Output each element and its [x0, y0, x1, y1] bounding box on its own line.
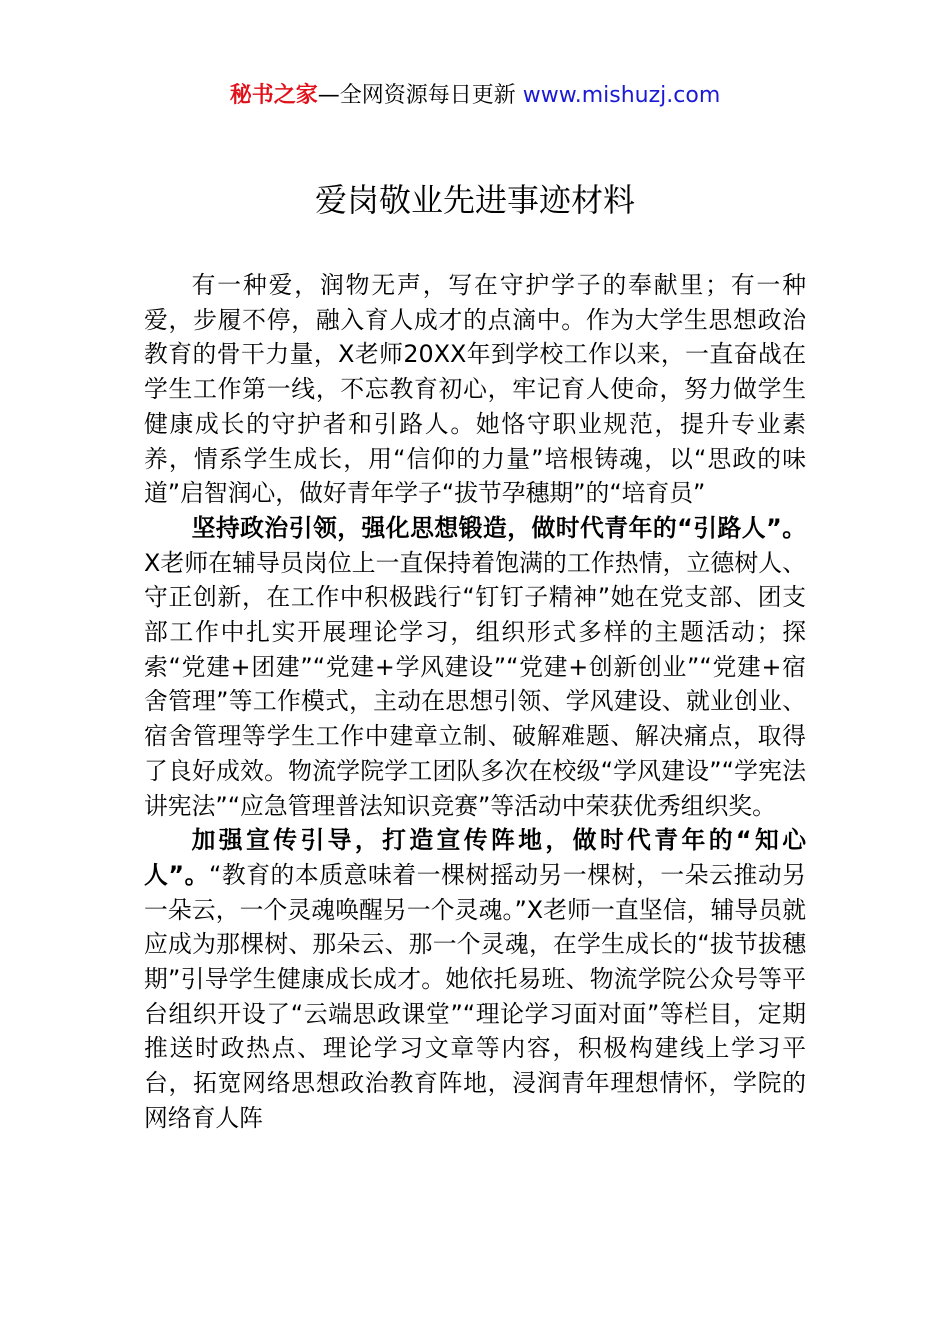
paragraph-lead-heading: 加强宣传引导，打造宣传阵地，做时代青年的“知心人”。: [144, 826, 806, 889]
paragraph-text: “教育的本质意味着一棵树摇动另一棵树，一朵云推动另一朵云，一个灵魂唤醒另一个灵魂。”X老师一直坚信，辅导员就应成为那棵树、那朵云、那一个灵魂，在学生成长的“拔节拔穗期”引导学生健康成长成才。她依托易班、物流学院公众号等平台组织开设了“云端思政课堂”“理论学习面对面”等栏目，定期推送时政热点、理论学习文章等内容，积极构建线上学习平台，拓宽网络思想政治教育阵地，浸润青年理想情怀，学院的网络育人阵: [144, 860, 807, 1132]
site-url-link[interactable]: www.mishuzj.com: [522, 83, 721, 108]
paragraph-lead-heading: 坚持政治引领，强化思想锻造，做时代青年的“引路人”。: [191, 513, 806, 542]
paragraph-publicity-guidance: [144, 823, 806, 1135]
banner-tagline: —全网资源每日更新: [317, 83, 516, 108]
paragraph-political-guidance: [144, 511, 806, 823]
paragraph-text: X老师在辅导员岗位上一直保持着饱满的工作热情，立德树人、守正创新，在工作中积极践行“钉钉子精神”她在党支部、团支部工作中扎实开展理论学习，组织形式多样的主题活动；探索“党建+团建”“党建+学风建设”“党建+创新创业”“党建+宿舍管理”等工作模式，主动在思想引领、学风建设、就业创业、宿舍管理等学生工作中建章立制、破解难题、解决痛点，取得了良好成效。物流学院学工团队多次在校级“学风建设”“学宪法 讲宪法”“应急管理普法知识竞赛”等活动中荣获优秀组织奖。: [144, 548, 806, 820]
document-body: [144, 268, 806, 1136]
brand-name: 秘书之家: [229, 83, 318, 108]
document-title: 爱岗敬业先进事迹材料: [314, 181, 635, 219]
paragraph-text: 有一种爱，润物无声，写在守护学子的奉献里；有一种爱，步履不停，融入育人成才的点滴中。作为大学生思想政治教育的骨干力量，X老师20XX年到学校工作以来，一直奋战在学生工作第一线，不忘教育初心，牢记育人使命，努力做学生健康成长的守护者和引路人。她恪守职业规范，提升专业素养，情系学生成长，用“信仰的力量”培根铸魂，以“思政的味道”启智润心，做好青年学子“拔节孕穗期”的“培育员”: [144, 271, 806, 508]
paragraph-intro: [144, 268, 806, 511]
site-banner: [0, 80, 950, 112]
